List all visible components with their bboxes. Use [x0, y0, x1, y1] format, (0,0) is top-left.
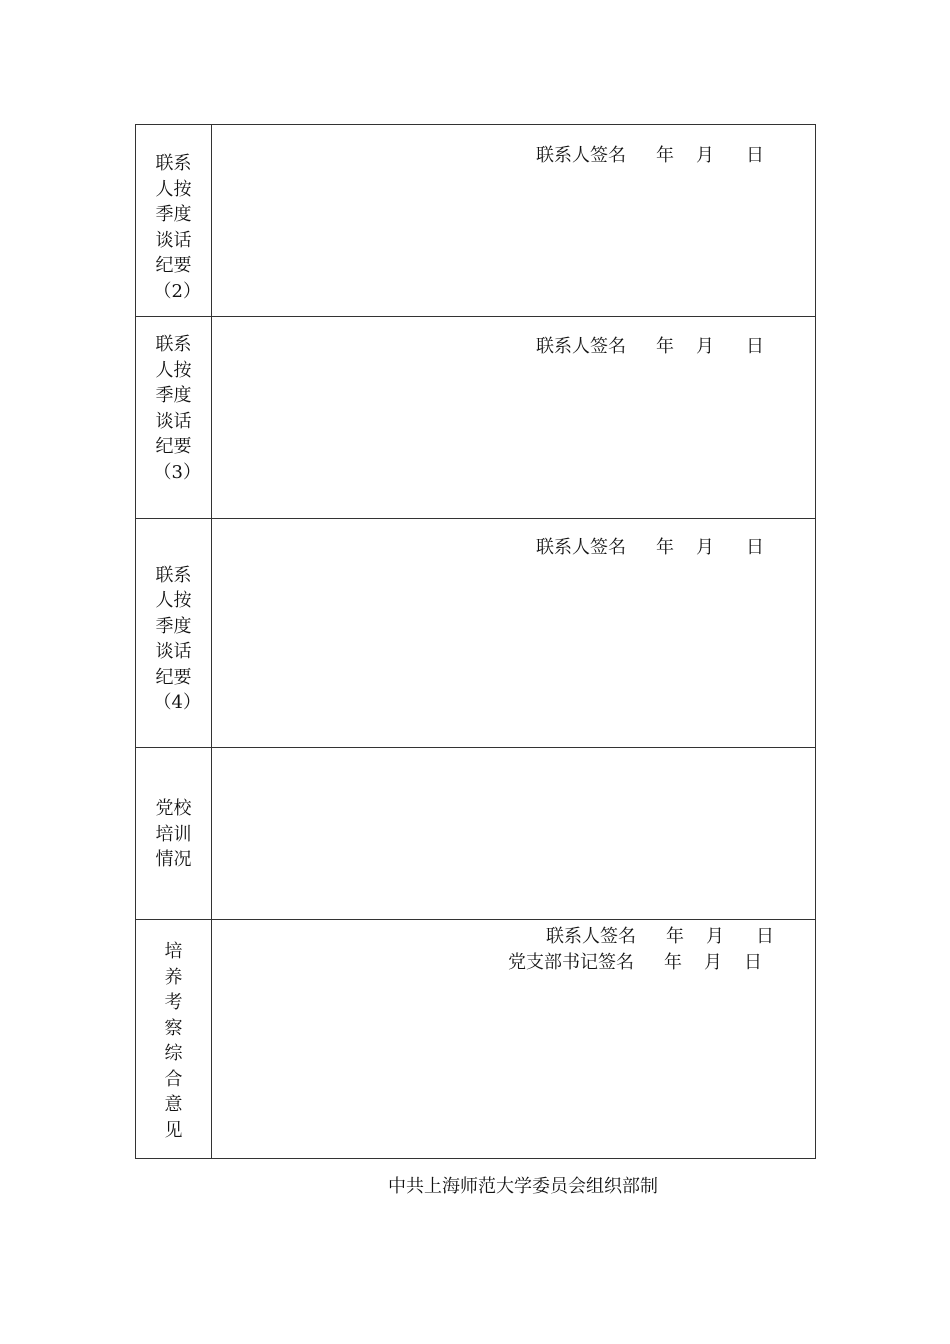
label-line: 党校	[155, 798, 192, 820]
month-label: 月	[706, 926, 724, 947]
label-line: （4）	[153, 692, 201, 713]
day-label: 日	[746, 145, 764, 166]
label-line: 纪要	[155, 436, 192, 457]
month-label: 月	[696, 145, 714, 166]
row-label	[154, 939, 194, 1143]
label-line: 纪要	[155, 255, 192, 276]
form-row-talk-summary-3	[136, 317, 815, 519]
label-line: 谈话	[155, 229, 192, 251]
year-label: 年	[656, 336, 674, 357]
opinion-content-area[interactable]	[212, 920, 815, 1158]
row-label	[154, 796, 194, 873]
label-line: 察	[164, 1017, 183, 1039]
signature-label: 联系人签名	[536, 537, 626, 558]
day-label: 日	[744, 952, 762, 973]
label-line: 季度	[155, 385, 192, 406]
year-label: 年	[666, 926, 684, 947]
training-content-area[interactable]	[212, 748, 815, 919]
row-label	[153, 151, 201, 304]
signature-label: 联系人签名	[536, 336, 626, 357]
row-label	[153, 563, 201, 716]
month-label: 月	[704, 952, 722, 973]
label-line: 联系	[155, 564, 192, 586]
row-label-cell	[136, 920, 212, 1158]
form-row-party-school-training	[136, 748, 815, 920]
talk-summary-content-area[interactable]	[212, 519, 815, 747]
talk-summary-content-area[interactable]	[212, 317, 815, 518]
label-line: 合	[164, 1068, 183, 1090]
label-line: 培训	[155, 823, 192, 845]
month-label: 月	[696, 336, 714, 357]
year-label: 年	[656, 145, 674, 166]
label-line: （3）	[153, 461, 201, 483]
day-label: 日	[756, 926, 774, 947]
label-line: 谈话	[155, 641, 192, 662]
form-row-comprehensive-opinion	[136, 920, 815, 1158]
contact-signature-line	[536, 533, 764, 559]
branch-secretary-signature-line	[508, 948, 762, 974]
label-line: 情况	[155, 849, 192, 871]
contact-signature-line	[536, 141, 764, 167]
year-label: 年	[656, 537, 674, 558]
row-label-cell	[136, 317, 212, 518]
row-label-cell	[136, 748, 212, 919]
label-line: 联系	[155, 153, 192, 174]
label-line: 季度	[155, 204, 192, 225]
day-label: 日	[746, 336, 764, 357]
contact-signature-line	[536, 332, 764, 358]
label-line: 培	[164, 941, 183, 962]
label-line: 意	[164, 1094, 183, 1115]
label-line: 纪要	[155, 666, 192, 688]
form-row-talk-summary-4	[136, 519, 815, 748]
label-line: 见	[164, 1119, 183, 1141]
row-label	[153, 332, 201, 485]
assessment-form-table	[135, 124, 816, 1159]
month-label: 月	[696, 537, 714, 558]
contact-signature-line	[546, 922, 774, 948]
day-label: 日	[746, 537, 764, 558]
label-line: 养	[164, 966, 183, 988]
label-line: 谈话	[155, 410, 192, 432]
label-line: 季度	[155, 615, 192, 637]
signature-label: 党支部书记签名	[508, 952, 634, 973]
signature-label: 联系人签名	[546, 926, 636, 947]
label-line: 人按	[155, 178, 192, 200]
row-label-cell	[136, 519, 212, 747]
form-row-talk-summary-2	[136, 125, 815, 317]
row-label-cell	[136, 125, 212, 316]
talk-summary-content-area[interactable]	[212, 125, 815, 316]
label-line: 联系	[155, 334, 192, 355]
label-line: 人按	[155, 359, 192, 381]
issuer-footer: 中共上海师范大学委员会组织部制	[388, 1176, 658, 1197]
label-line: （2）	[153, 280, 201, 302]
label-line: 人按	[155, 590, 192, 611]
year-label: 年	[664, 952, 682, 973]
signature-label: 联系人签名	[536, 145, 626, 166]
label-line: 综	[164, 1043, 183, 1064]
label-line: 考	[164, 992, 183, 1013]
